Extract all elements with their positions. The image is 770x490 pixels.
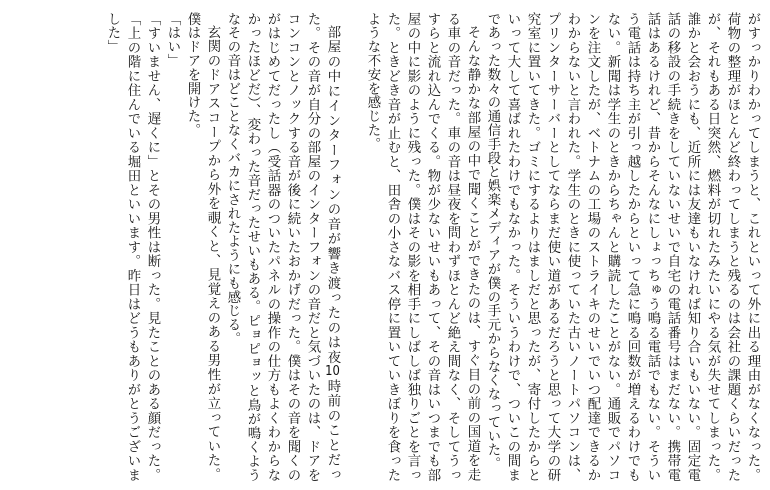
dialogue-2: 「すいません、遅くに」とその男性は断った。見たことのある顔だった。「上の階に住んでいる堀田といいます。昨日はどうもありがとうございました」 [105,12,160,482]
paragraph-3-lead: 部屋の中にインターフォンの音が響き渡ったのは夜 [325,25,340,366]
vertical-text-column [102,12,762,482]
section-break [342,12,362,13]
paragraph-3-rest: 時前のことだった。その音が自分の部屋のインターフォンの音だと気づいたのは、ドアをコンコンとノックする音が後に続いたおかげだった。僕はその音を聞くのがはじめてだったし（受話器のついたパネルの操作の仕方もよくわからなかったほどだ）、変わった音だったせいもある。ピョピョッと鳥が鳴くようなその音はどことなくバカにされたようにも感じる。 [225,12,340,482]
paragraph-3 [222,12,342,482]
paragraph-4: 玄関のドアスコープから外を覗くと、見覚えのある男性が立っていた。僕はドアを開けた。 [185,12,220,482]
paragraph-1: がすっかりわかってしまうと、これといって外に出る理由がなくなった。荷物の整理がほとんど終わってしまうと残るのは会社の課題くらいだったが、それもある日突然、燃料が切れたみたいにやる気が失せてしまった。誰かと会おうにも、近所には友達もいなければ知り合いもいない。固定電話の移設の手続きをしていないせいで自宅の電話番号はまだない。携帯電話はあるけれど、昔からそんなにしょっちゅう鳴る電話でもない。そういう電話は持ち主が引っ越したからといって急に鳴る回数が増えるわけでもない。新聞は学生のときからちゃんと購読したことがない。通販でパソコンを注文したが、ベトナムの工場のストライキのせいでいつ配達できるかわからないと言われた。学生のときに使っていた古いノートパソコンは、プリンターサーバーとしてならまだ使い道があるだろうと思って大学の研究室に置いてきた。ゴミにするよりはましだと思ったが、寄付したからといって大して喜ばれたわけでもなかった。そういうわけで、ついこの間まであった数々の通信手段と娯楽メディアが僕の手元からなくなっていた。 [485,12,760,482]
hour-numeral: 10 [325,365,340,379]
paragraph-2: そんな静かな部屋の中で聞くことができたのは、すぐ目の前の国道を走る車の音だった。車の音は昼夜を問わずほとんど絶え間なく、そしてうっすらと流れ込んでくる。物が少ないせいもあって、その音はいつまでも部屋の中に影のように残った。僕はその影を相手にしばしば独りごとを言った。ときどき音が止むと、田舎の小さなバス停に置いていきぼりを食ったような不安を感じた。 [365,12,480,482]
dialogue-1: 「はい」 [165,12,180,68]
